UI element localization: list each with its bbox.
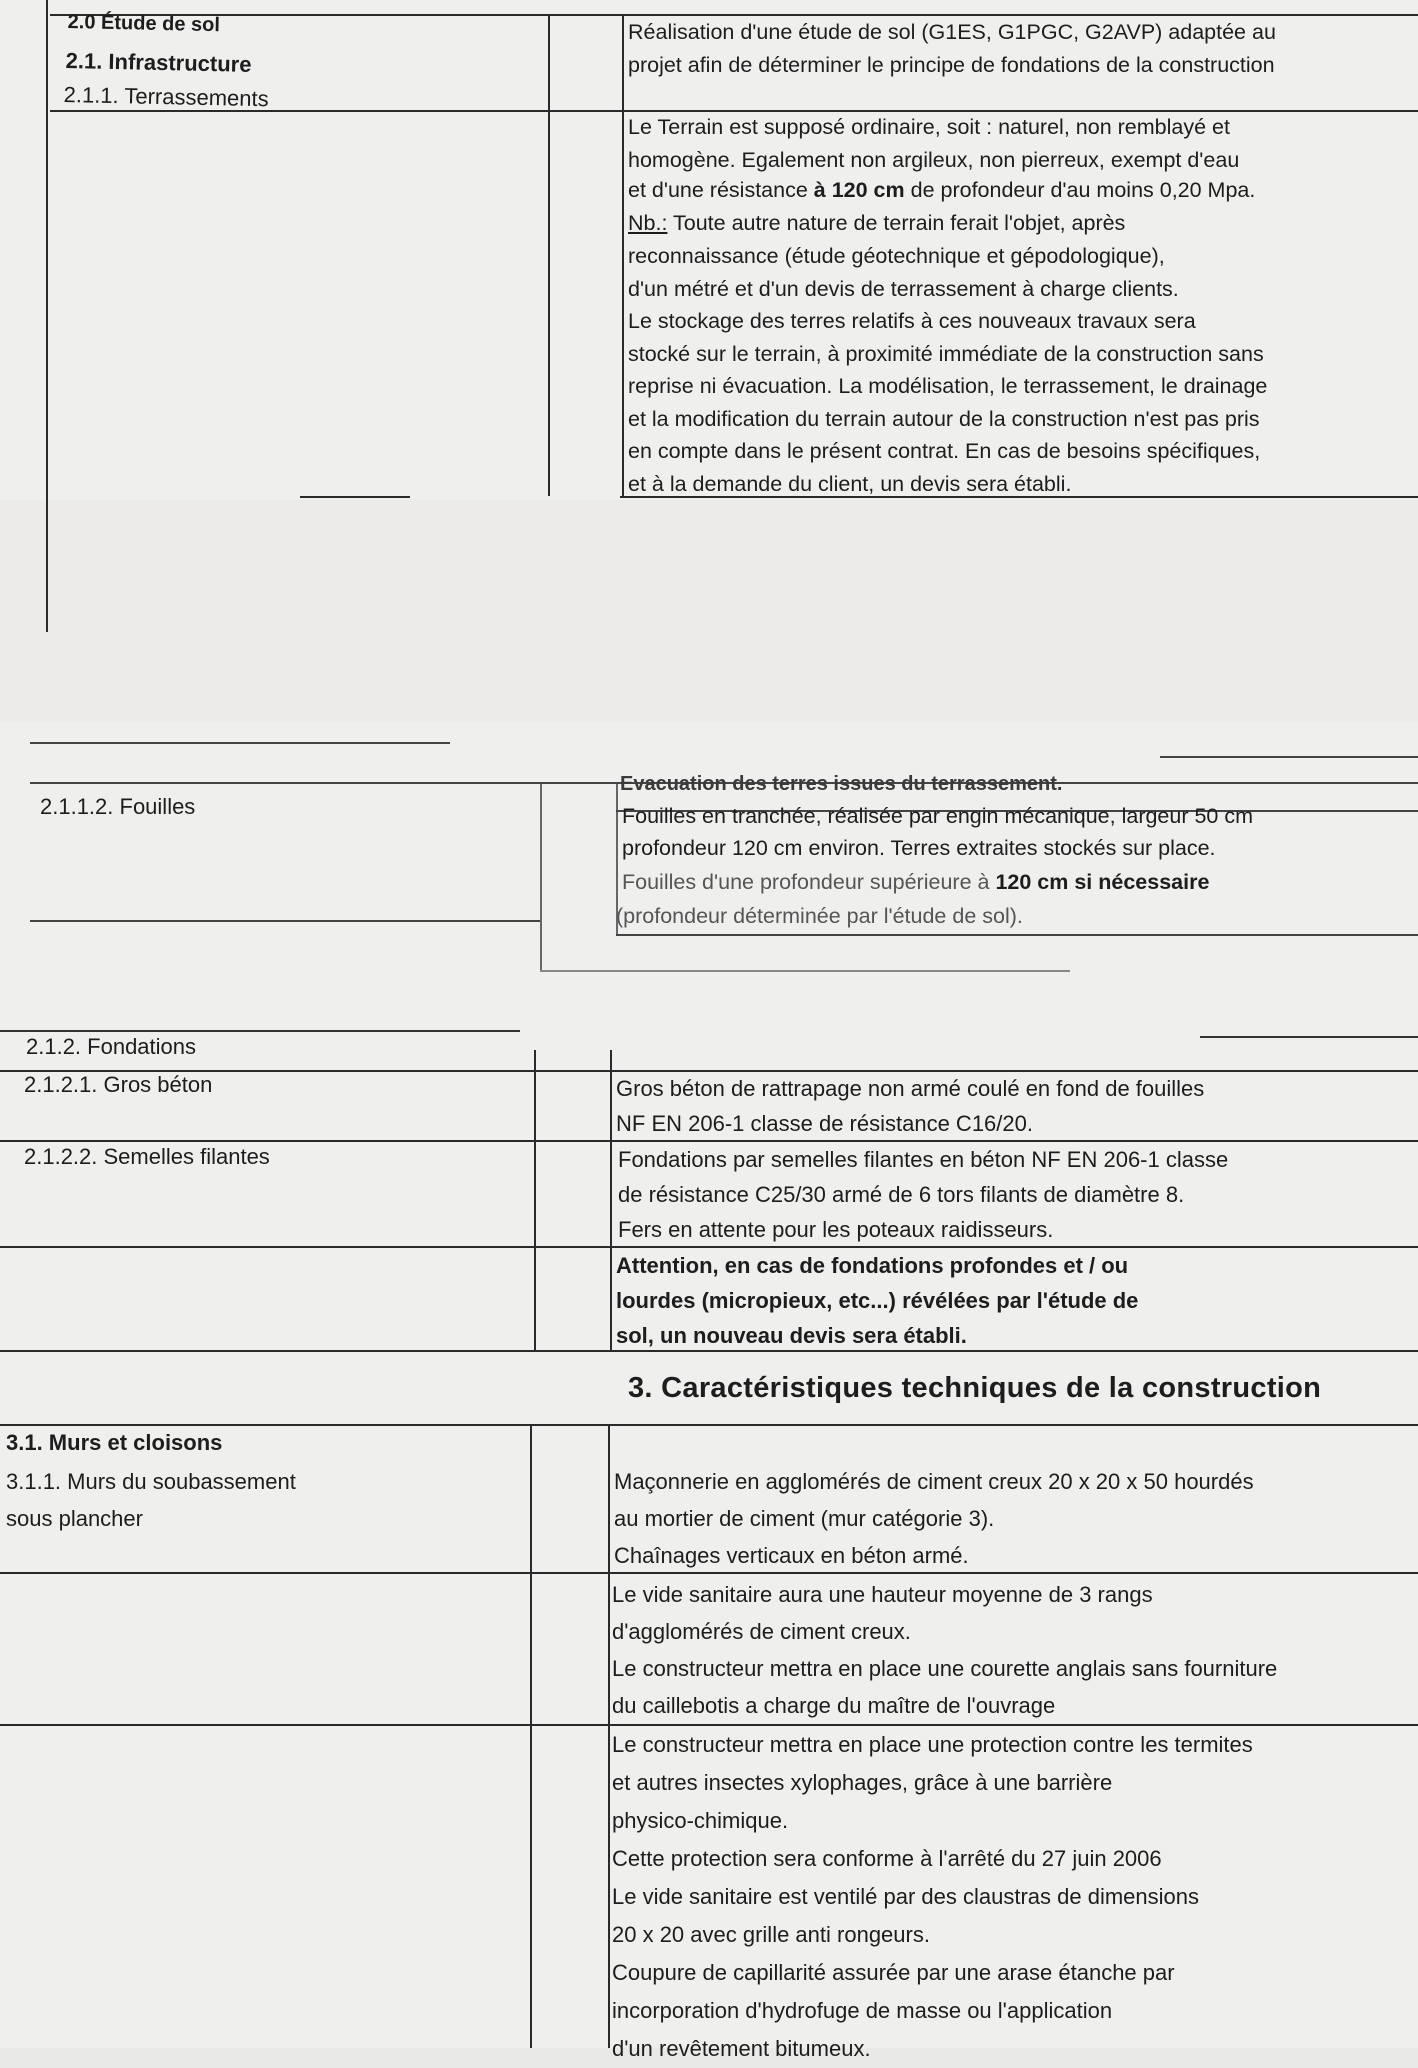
table-border bbox=[30, 742, 450, 744]
terrain-text-4: reconnaissance (étude géotechnique et gépodologique), d'un métré et d'un devis de terrassement à charge clients. Le stockage des terres relatifs à ces nouveaux travaux sera stocké sur le terrain, à proximité immédiate de la construction sans reprise ni évacuation. La modélisation, le terrassement, le drainage et la modification du terrain autour de la construction n'est pas pris en compte dans le présent contrat. En cas de besoins spécifiques, et à la demande du client, un devis sera établi. bbox=[628, 244, 1268, 496]
terrain-text-3: Nb.: Toute autre nature de terrain ferait l'objet, après bbox=[628, 211, 1126, 235]
fondations-label: 2.1.2. Fondations bbox=[26, 1034, 197, 1059]
fouilles-text-1: Fouilles en tranchée, réalisée par engin mécanique, largeur 50 cm bbox=[622, 804, 1254, 828]
evacuation-text: Evacuation des terres issues du terrassement. bbox=[620, 773, 1063, 795]
termites-text: Le constructeur mettra en place une protection contre les termites et autres insectes xylophages, grâce à une barrière physico-chimique. Cette protection sera conforme à l'arrêté du 27 juin 2006 Le vide sanitaire est ventilé par des claustras de dimensions 20 x 20 avec grille anti rongeurs. Coupure de capillarité assurée par une arase étanche par incorporation d'hydrofuge de masse ou l'application d'un revêtement bitumeux. bbox=[612, 1732, 1253, 2061]
table-border bbox=[1160, 756, 1418, 758]
semelles-text: Fondations par semelles filantes en béton NF EN 206-1 classe de résistance C25/30 armé de 6 tors filants de diamètre 8. Fers en attente pour les poteaux raidisseurs. bbox=[618, 1147, 1229, 1242]
etude-sol-text: Réalisation d'une étude de sol (G1ES, G1PGC, G2AVP) adaptée au projet afin de déterminer le principe de fondations de la construction bbox=[628, 20, 1276, 77]
table-border bbox=[548, 14, 550, 496]
soubassement-label: 3.1.1. Murs du soubassement sous plancher bbox=[6, 1469, 296, 1531]
terrain-text-1: Le Terrain est supposé ordinaire, soit : naturel, non remblayé et homogène. Egalement non argileux, non pierreux, exempt d'eau bbox=[628, 115, 1240, 172]
gros-beton-label: 2.1.2.1. Gros béton bbox=[24, 1072, 213, 1097]
table-border bbox=[616, 934, 1418, 936]
vide-sanitaire-text: Le vide sanitaire aura une hauteur moyenne de 3 rangs d'agglomérés de ciment creux. Le constructeur mettra en place une courette anglais sans fourniture du caillebotis a charge du maître de l'ouvrage bbox=[612, 1582, 1278, 1718]
table-border bbox=[610, 1050, 612, 1350]
table-border bbox=[46, 0, 48, 632]
fouilles-label: 2.1.1.2. Fouilles bbox=[40, 794, 196, 819]
fouilles-text-4: (profondeur déterminée par l'étude de sol). bbox=[616, 904, 1023, 928]
soubassement-text: Maçonnerie en agglomérés de ciment creux 20 x 20 x 50 hourdés au mortier de ciment (mur catégorie 3). Chaînages verticaux en béton armé. bbox=[614, 1469, 1254, 1568]
table-border bbox=[300, 496, 410, 498]
table-border bbox=[534, 1050, 536, 1350]
table-border bbox=[1200, 1036, 1418, 1038]
table-border bbox=[540, 970, 1070, 972]
table-border bbox=[622, 14, 624, 496]
attention-text: Attention, en cas de fondations profondes et / ou lourdes (micropieux, etc...) révélées par l'étude de sol, un nouveau devis sera établi. bbox=[616, 1253, 1139, 1348]
terrain-text-2: et d'une résistance à 120 cm de profondeur d'au moins 0,20 Mpa. bbox=[628, 178, 1256, 202]
table-border bbox=[530, 1424, 532, 2048]
table-border bbox=[608, 1424, 610, 2048]
page-gap bbox=[0, 500, 1418, 722]
section-3-title: 3. Caractéristiques techniques de la construction bbox=[628, 1372, 1322, 1404]
semelles-label: 2.1.2.2. Semelles filantes bbox=[24, 1144, 270, 1169]
fouilles-text-2: profondeur 120 cm environ. Terres extraites stockés sur place. bbox=[622, 836, 1216, 860]
gros-beton-text: Gros béton de rattrapage non armé coulé en fond de fouilles NF EN 206-1 classe de résistance C16/20. bbox=[616, 1076, 1205, 1136]
fouilles-text-3: Fouilles d'une profondeur supérieure à 120 cm si nécessaire bbox=[622, 870, 1210, 894]
murs-label: 3.1. Murs et cloisons bbox=[6, 1430, 223, 1455]
table-border bbox=[540, 782, 542, 972]
terrassements-label: 2.1.1. Terrassements bbox=[63, 81, 269, 112]
infrastructure-label: 2.1. Infrastructure bbox=[65, 47, 252, 77]
table-border bbox=[30, 920, 540, 922]
etude-sol-label: 2.0 Étude de sol bbox=[67, 10, 221, 37]
